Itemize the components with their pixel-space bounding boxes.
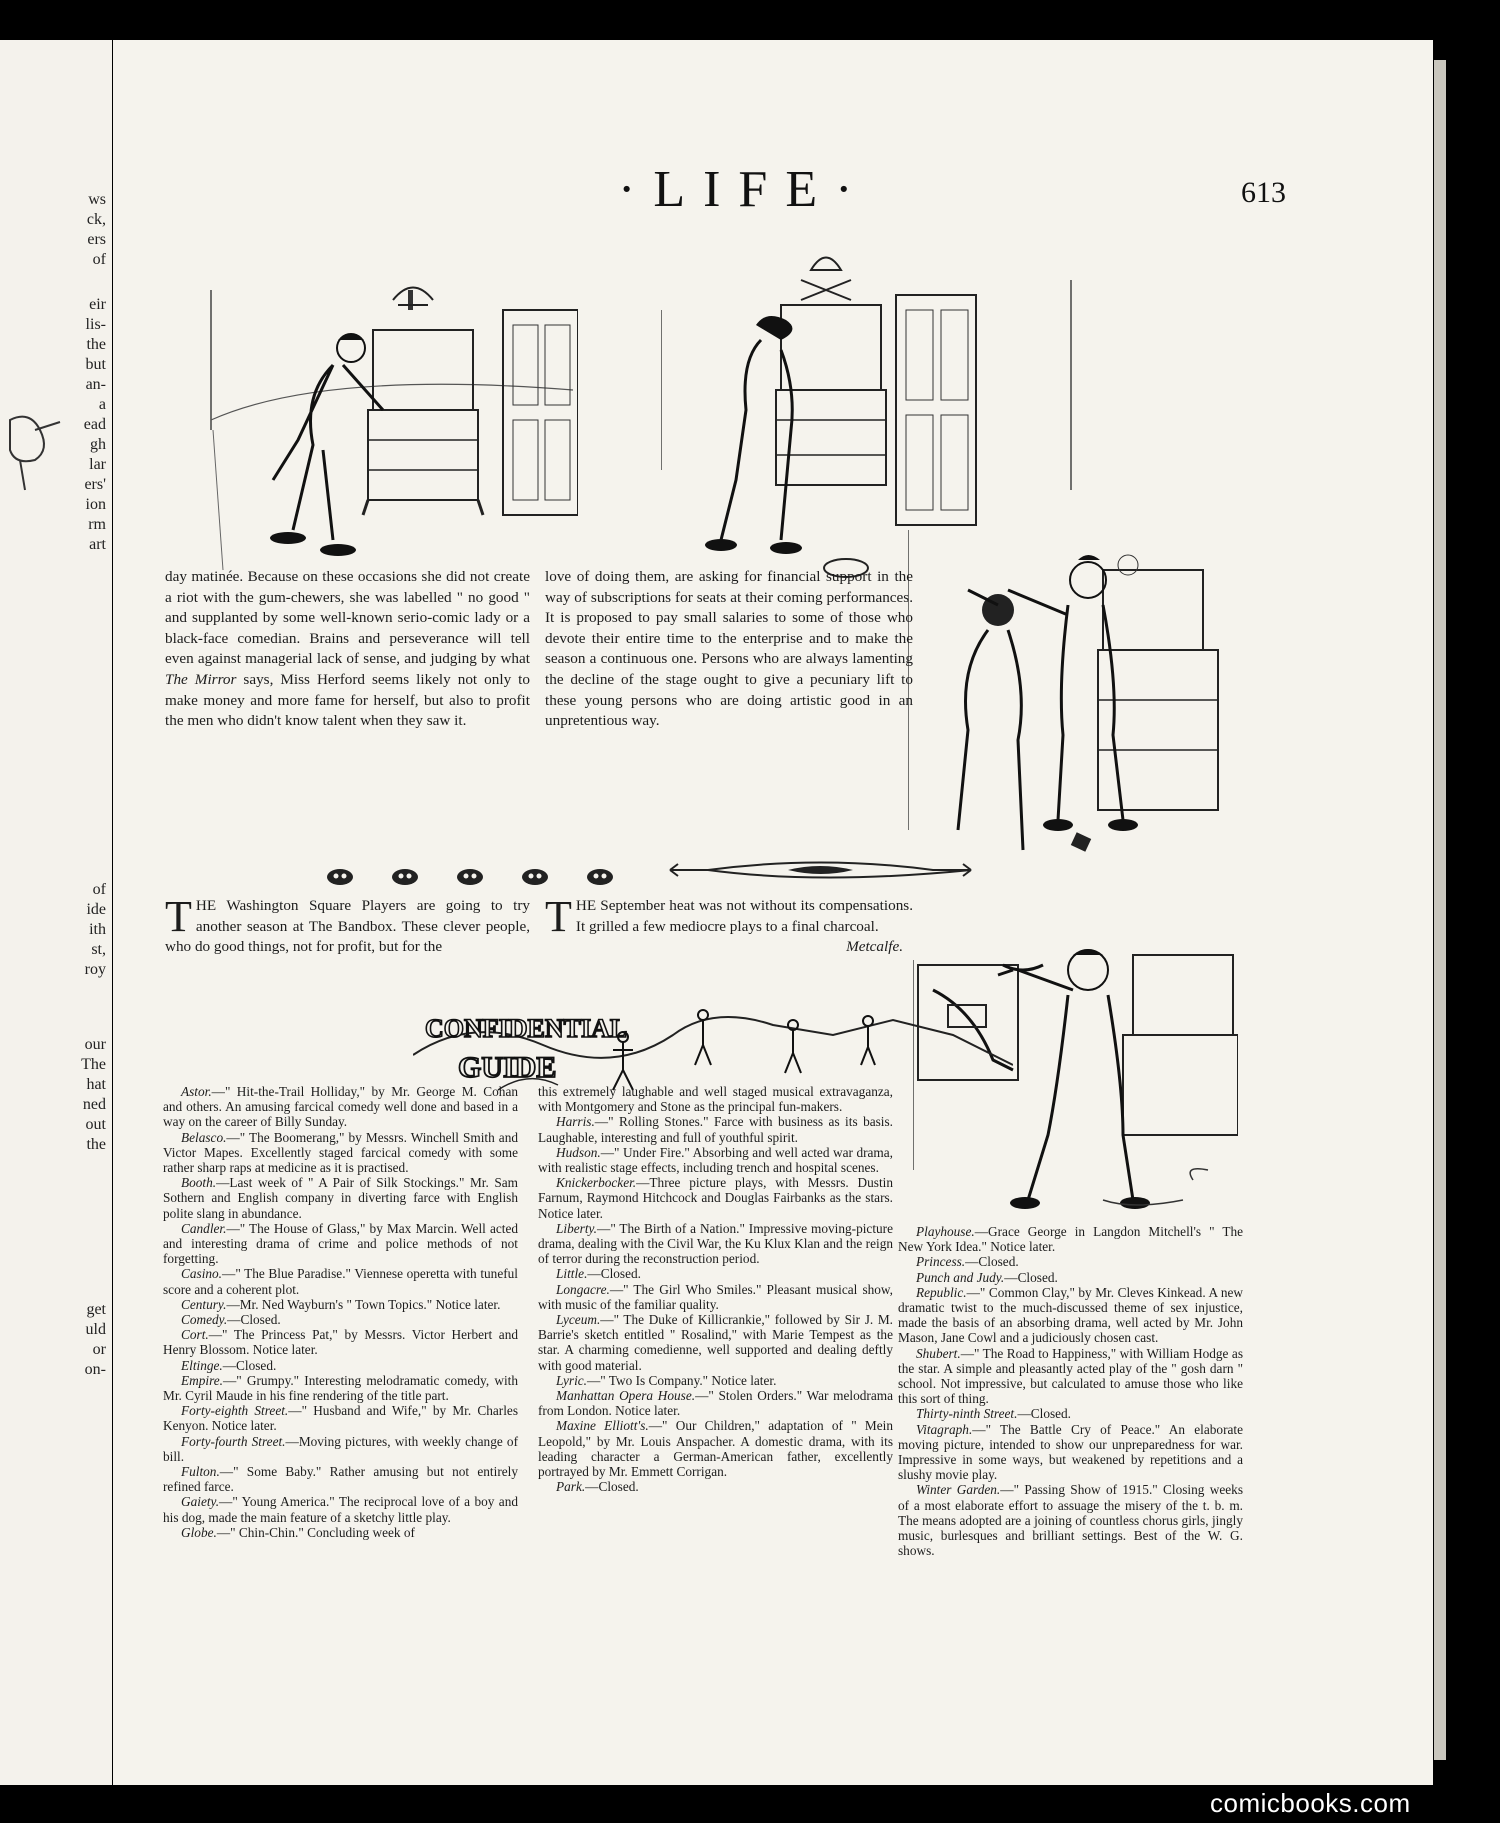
guide-entry (163, 1297, 518, 1312)
guide-entry (163, 1358, 518, 1373)
article-col2-text: love of doing them, are asking for financial support in the way of subscriptions for seats at their coming performances. It is proposed to pay small salaries to some of those who devote their entire time to the enterprise and to make the season a continuous one. Persons who are always lamenting the decline of the stage ought to give a pecuniary lift to these young persons who are doing artistic good in an unpretentious way. (545, 568, 913, 730)
author-signature: Metcalfe. (846, 938, 903, 956)
previous-page-fragment: of (92, 881, 106, 898)
article-col1-top (165, 567, 530, 732)
theatre-description: —" Grumpy." Interesting melodramatic comedy, with Mr. Cyril Maude in his fine rendering of the title part. (163, 1372, 518, 1404)
theatre-description: —" The Battle Cry of Peace." An elaborate moving picture, intended to show our unpreparedness for war. Impressive in some ways, but weakened by repetitions and a slushy movie play. (898, 1421, 1243, 1483)
theatre-name: Maxine Elliott's. (556, 1418, 649, 1434)
theatre-description: —" The Blue Paradise." Viennese operetta with tuneful score and a coherent plot. (163, 1266, 518, 1297)
article-col1-bottom (165, 892, 530, 958)
theatre-description: —Three picture plays, with Messrs. Dustin Farnum, Raymond Hitchcock and Douglas Fairbanks as the stars. Notice later. (538, 1175, 893, 1221)
guide-entry (163, 1434, 518, 1464)
previous-page-fragment: but (85, 356, 106, 373)
theatre-name: Winter Garden. (916, 1482, 1001, 1498)
guide-entry (898, 1224, 1243, 1254)
theatre-description: this extremely laughable and well staged musical extravaganza, with Montgomery and Stone as the principal fun-makers. (538, 1084, 893, 1115)
theatre-description: —Closed. (1004, 1269, 1058, 1285)
theatre-name: Gaiety. (181, 1494, 220, 1510)
previous-page-fragment: or (92, 1341, 106, 1358)
site-watermark: comicbooks.com (1210, 1788, 1411, 1818)
theatre-description: —Closed. (222, 1357, 277, 1373)
guide-column-3 (898, 1224, 1243, 1558)
theatre-description: —" Common Clay," by Mr. Cleves Kinkead. A new dramatic twist to the much-discussed theme of sex injustice, made the basis of an absorbing drama, well acted by Mr. John Mason, Jane Cowl and a judiciously chosen cast. (898, 1284, 1243, 1346)
theatre-name: Manhattan Opera House. (556, 1388, 696, 1404)
article-col1-text-b: says, Miss Herford seems likely not only to make money and more fame for herself, but also to profit the men who didn't know talent when they saw it. (165, 670, 530, 730)
page-number: 613 (1241, 176, 1286, 209)
theatre-name: Cort. (181, 1327, 209, 1343)
guide-entry (163, 1494, 518, 1524)
previous-page-fragment: a (98, 396, 106, 413)
theatre-description: —Closed. (587, 1266, 641, 1282)
guide-entry (538, 1388, 893, 1418)
guide-entry (538, 1145, 893, 1175)
previous-page-fragment: rm (88, 516, 106, 533)
guide-entry (163, 1130, 518, 1176)
theatre-name: Hudson. (556, 1144, 601, 1160)
previous-page-fragment: on- (84, 1361, 106, 1378)
theatre-description: —" The Road to Happiness," with William Hodge as the star. A simple and pleasantly acted play of the " gosh darn " school. Not impressive, but calculated to amuse those who like this sort of thing. (898, 1345, 1243, 1407)
theatre-description: —" Passing Show of 1915." Closing weeks of a most elaborate effort to assuage the misery of the t. b. m. The means adopted are a joining of countless chorus girls, jingly music, burlesques and brilliant settings. Best of the W. G. shows. (898, 1482, 1243, 1559)
theatre-name: Knickerbocker. (556, 1175, 637, 1191)
theatre-description: —" The Princess Pat," by Messrs. Victor Herbert and Henry Blossom. Notice later. (163, 1327, 518, 1358)
guide-entry (538, 1084, 893, 1114)
theatre-description: —Closed. (1017, 1406, 1072, 1422)
guide-entry (163, 1221, 518, 1267)
previous-page-fragment: ned (82, 1096, 106, 1113)
guide-entry (538, 1373, 893, 1388)
guide-entry (538, 1266, 893, 1281)
article-publication-name: The Mirror (165, 670, 237, 688)
theatre-description: —Grace George in Langdon Mitchell's " The New York Idea." Notice later. (898, 1224, 1243, 1255)
theatre-description: —" The Boomerang," by Messrs. Winchell Smith and Victor Mapes. Excellently staged farcical comedy with some rather sharp raps at medicine as it is practised. (163, 1129, 518, 1176)
theatre-name: Casino. (181, 1266, 223, 1282)
theatre-description: —" Two Is Company." Notice later. (587, 1372, 777, 1388)
theatre-description: —" Stolen Orders." War melodrama from London. Notice later. (538, 1388, 893, 1419)
previous-page-fragment: of (92, 251, 106, 268)
previous-page-fragment: ith (89, 921, 106, 938)
guide-entry (538, 1418, 893, 1479)
previous-page-fragment: our (84, 1036, 106, 1053)
skull-ornament-row (318, 865, 638, 889)
previous-page-fragment: roy (84, 961, 106, 978)
theatre-name: Globe. (181, 1524, 217, 1540)
guide-entry (163, 1403, 518, 1433)
theatre-name: Forty-fourth Street. (181, 1433, 286, 1449)
theatre-name: Lyric. (556, 1372, 587, 1388)
previous-page-fragment: st, (91, 941, 106, 958)
previous-page-fragment: gh (90, 436, 106, 453)
guide-entry (898, 1254, 1243, 1269)
guide-entry (538, 1221, 893, 1267)
previous-page-fragment: ion (85, 496, 106, 513)
previous-page-fragment: art (89, 536, 106, 553)
theatre-name: Forty-eighth Street. (181, 1403, 289, 1419)
theatre-description: —" Some Baby." Rather amusing but not entirely refined farce. (163, 1464, 518, 1495)
theatre-name: Eltinge. (181, 1357, 223, 1373)
page-edge (1434, 60, 1446, 1760)
theatre-name: Harris. (556, 1114, 595, 1130)
guide-title-line2: GUIDE (458, 1051, 557, 1084)
previous-page-fragment: out (85, 1116, 106, 1133)
theatre-name: Lyceum. (556, 1312, 601, 1328)
article-col1-text-a: day matinée. Because on these occasions she did not create a riot with the gum-chewers, she was labelled " no good " and supplanted by some well-known serio-comic lady or a black-face comedian. Brains and perseverance will tell even against managerial lack of sense, and judging by what (165, 568, 530, 668)
theatre-description: —Last week of " A Pair of Silk Stockings." Mr. Sam Sothern and English company in diverting farce with English polite slang in abundance. (163, 1175, 518, 1221)
guide-entry (163, 1525, 518, 1540)
guide-column-2 (538, 1084, 893, 1494)
theatre-name: Candler. (181, 1220, 227, 1236)
theatre-description: —Moving pictures, with weekly change of bill. (163, 1433, 518, 1464)
theatre-name: Playhouse. (916, 1224, 975, 1239)
previous-page-fragment: the (86, 336, 106, 353)
theatre-description: —" Our Children," adaptation of " Mein Leopold," by Mr. Louis Anspacher. A domestic drama, with its leading character a German-American father, excellently portrayed by Mr. Emmett Corrigan. (538, 1418, 894, 1480)
theatre-description: —" Young America." The reciprocal love of a boy and his dog, made the main feature of a sketchy little play. (163, 1494, 518, 1525)
previous-page-fragment: get (86, 1301, 106, 1318)
theatre-name: Republic. (916, 1284, 967, 1300)
theatre-description: —Mr. Ned Wayburn's " Town Topics." Notice later. (226, 1296, 501, 1312)
previous-page-fragment: uld (85, 1321, 106, 1338)
theatre-description: —" Under Fire." Absorbing and well acted war drama, with realistic stage effects, including trench and hospital scenes. (538, 1144, 893, 1176)
theatre-name: Princess. (916, 1254, 966, 1270)
theatre-description: —" Husband and Wife," by Mr. Charles Kenyon. Notice later. (163, 1403, 518, 1434)
theatre-description: —Closed. (965, 1254, 1019, 1270)
previous-page-fragment: an- (85, 376, 106, 393)
previous-page-fragment: The (81, 1056, 106, 1073)
magazine-page (113, 40, 1433, 1785)
theatre-name: Thirty-ninth Street. (916, 1406, 1018, 1422)
theatre-name: Booth. (181, 1175, 217, 1191)
guide-entry (538, 1175, 893, 1221)
guide-column-1 (163, 1084, 518, 1540)
guide-entry (538, 1114, 893, 1144)
theatre-description: —" The Birth of a Nation." Impressive moving-picture drama, dealing with the Civil War, the Ku Klux Klan and the reign of terror during the reconstruction period. (538, 1220, 893, 1267)
previous-page-fragment: ers (87, 231, 106, 248)
guide-entry (163, 1373, 518, 1403)
confidential-guide-header (413, 995, 1013, 1095)
guide-entry (538, 1282, 893, 1312)
theatre-name: Park. (556, 1479, 586, 1495)
previous-page-edge (0, 40, 112, 1785)
theatre-name: Shubert. (916, 1345, 961, 1361)
theatre-description: —" The Girl Who Smiles." Pleasant musical show, with music of the familiar quality. (538, 1281, 893, 1312)
theatre-description: —Closed. (227, 1312, 281, 1328)
masthead-title: ·LIFE· (618, 161, 871, 218)
theatre-name: Vitagraph. (916, 1421, 973, 1437)
theatre-description: —" Rolling Stones." Farce with business as its basis. Laughable, interesting and full of youthful spirit. (538, 1114, 893, 1145)
theatre-name: Liberty. (556, 1220, 598, 1236)
previous-page-fragment: lar (89, 456, 106, 473)
decorative-rule (668, 855, 973, 885)
guide-entry (163, 1312, 518, 1327)
theatre-description: —" Hit-the-Trail Holliday," by Mr. George M. Cohan and others. An amusing farcical comedy well done and based in a way on the career of Billy Sunday. (163, 1084, 518, 1130)
previous-page-fragment: ead (83, 416, 106, 433)
theatre-name: Century. (181, 1296, 227, 1312)
previous-page-fragment: lis- (85, 316, 106, 333)
theatre-description: —Closed. (585, 1479, 639, 1495)
guide-entry (163, 1084, 518, 1130)
guide-title-line1: CONFIDENTIAL (425, 1014, 628, 1043)
guide-entry (898, 1285, 1243, 1346)
previous-page-fragment: ide (86, 901, 106, 918)
guide-entry (538, 1312, 893, 1373)
article-col2-top (545, 567, 913, 732)
theatre-name: Punch and Judy. (916, 1269, 1005, 1285)
guide-entry (163, 1464, 518, 1494)
article-col1-bottom-text: HE Washington Square Players are going to try another season at The Bandbox. These clever people, who do good things, not for profit, but for the (165, 897, 530, 956)
previous-page-fragment: the (86, 1136, 106, 1153)
theatre-name: Astor. (181, 1084, 212, 1099)
guide-entry (898, 1482, 1243, 1558)
previous-page-fragment: eir (89, 296, 106, 313)
previous-page-fragment: ck, (86, 211, 106, 228)
theatre-name: Little. (556, 1266, 588, 1282)
theatre-name: Comedy. (181, 1312, 228, 1328)
guide-entry (898, 1422, 1243, 1483)
article-col2-bottom (545, 892, 913, 958)
drop-cap-t-1: T (165, 892, 192, 941)
theatre-name: Longacre. (556, 1281, 610, 1297)
theatre-name: Fulton. (181, 1464, 220, 1480)
theatre-name: Empire. (181, 1372, 223, 1388)
guide-entry (163, 1266, 518, 1296)
previous-page-fragment: hat (86, 1076, 106, 1093)
guide-entry (898, 1346, 1243, 1407)
theatre-name: Belasco. (181, 1129, 227, 1145)
cartoon-panel-1 (203, 270, 578, 575)
previous-page-fragment: ws (88, 191, 106, 208)
theatre-description: —" The Duke of Killicrankie," followed by Sir J. M. Barrie's sketch entitled " Rosalind," with Marie Tempest as the star. A charming comedienne, well supported and dealing deftly with good material. (538, 1312, 893, 1373)
guide-entry (538, 1479, 893, 1494)
guide-entry (898, 1270, 1243, 1285)
article-col2-bottom-text: HE September heat was not without its compensations. It grilled a few mediocre plays to a final charcoal. (575, 897, 913, 935)
guide-entry (163, 1175, 518, 1221)
theatre-description: —" The House of Glass," by Max Marcin. Well acted and interesting drama of crime and police methods of not forgetting. (163, 1220, 518, 1267)
guide-entry (898, 1406, 1243, 1421)
guide-entry (163, 1327, 518, 1357)
theatre-description: —" Chin-Chin." Concluding week of (216, 1524, 415, 1540)
drop-cap-t-2: T (545, 892, 572, 941)
cartoon-panel-3 (908, 530, 1238, 890)
previous-page-fragment: ers' (84, 476, 106, 493)
